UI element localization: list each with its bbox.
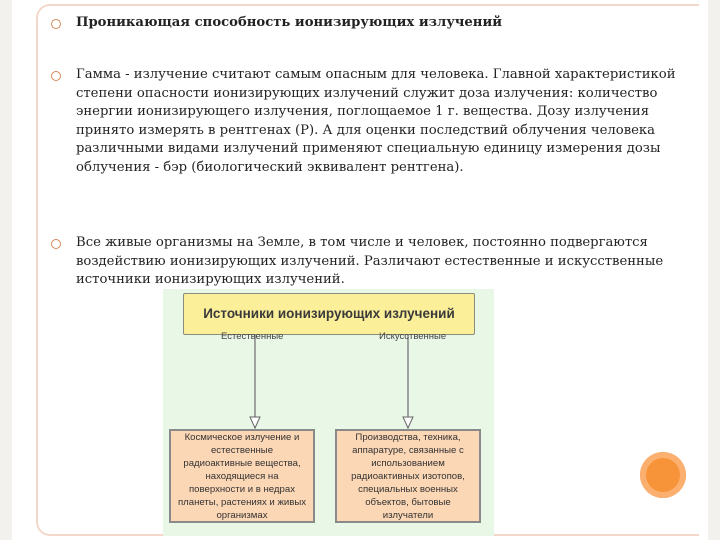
bullet-circle-icon: [51, 239, 61, 249]
natural-sources-box: Космическое излучение и естественные радиоактивные вещества, находящиеся на поверхности и в недрах планеты, растениях и живых организмах: [169, 429, 315, 523]
decorative-orange-circle: [640, 452, 686, 498]
bullet-text: Гамма - излучение считают самым опасным для человека. Главной характеристикой степени опасности ионизирующих излучений служит доза излучения: количество энергии ионизирующего излучения, поглощаемое 1 г. вещества. Дозу излучения принято измерять в рентгенах (Р). А для оценки последствий облучения человека различными видами излучений применяют специальную единицу измерения дозы облучения - бэр (биологический эквивалент рентгена).: [76, 67, 676, 175]
bullet-text: Проникающая способность ионизирующих излучений: [76, 15, 503, 30]
artificial-sources-box: Производства, техника, аппаратуре, связанные с использованием радиоактивных изотопов, специальных военных объектов, бытовые излучатели: [335, 429, 481, 523]
diagram-title: Источники ионизирующих излучений: [183, 293, 475, 335]
bullet-circle-icon: [51, 19, 61, 29]
artificial-label: Искусственные: [379, 331, 447, 342]
sources-diagram: [163, 289, 494, 536]
bullet-circle-icon: [51, 71, 61, 81]
natural-label: Естественные: [221, 331, 284, 342]
bullet-text: Все живые организмы на Земле, в том числе и человек, постоянно подвергаются воздействию ионизирующих излучений. Различают естественные и искусственные источники ионизирующих излучений.: [76, 235, 664, 288]
